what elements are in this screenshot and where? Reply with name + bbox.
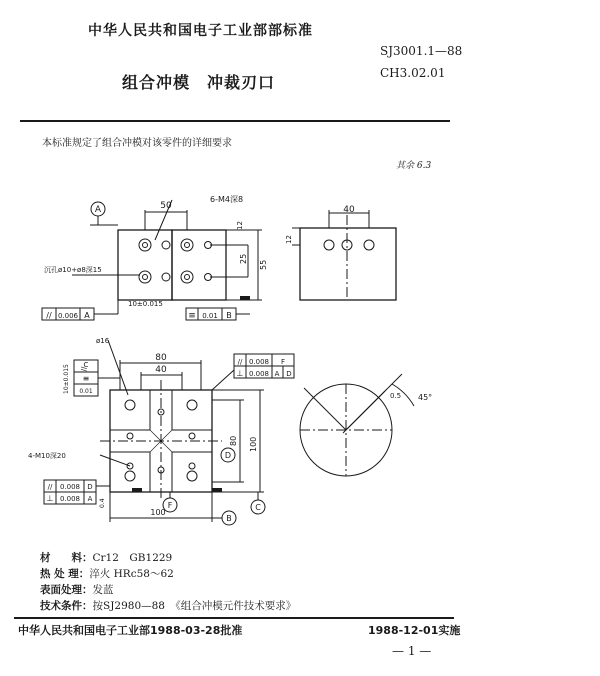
datum-c-label: C xyxy=(255,503,261,512)
plan-dim-100v: 100 xyxy=(249,436,258,452)
ra-04: 0.4 xyxy=(99,498,106,508)
fcf1-perp-ref-a: A xyxy=(274,370,280,378)
approval-text: 中华人民共和国电子工业部1988-03-28批准 xyxy=(18,624,243,637)
fcf1-par-symbol: // xyxy=(237,358,243,366)
plan-dim-100h: 100 xyxy=(150,508,166,517)
spec-value: Cr12 GB1229 xyxy=(92,552,173,564)
side-dim-12: 12 xyxy=(285,235,293,244)
spec-value: 发蓝 xyxy=(92,584,114,596)
symmetry-symbol: ≡ xyxy=(188,311,196,321)
hole xyxy=(125,400,135,410)
dim-12: 12 xyxy=(236,221,244,230)
detail-angle: 45° xyxy=(418,393,433,402)
standard-number: SJ3001.1—88 xyxy=(380,44,463,58)
datum-d-label: D xyxy=(224,451,232,460)
parallel-datum: A xyxy=(84,311,90,320)
plan-tol-10: 10±0.015 xyxy=(63,364,70,394)
spec-technical-conditions xyxy=(40,598,296,613)
detail-view xyxy=(300,374,414,476)
symmetry-datum: B xyxy=(226,311,232,320)
dim-55: 55 xyxy=(259,259,268,270)
fcf2-perp-ref: A xyxy=(87,495,93,503)
side-dim-40: 40 xyxy=(343,205,355,215)
hole xyxy=(181,239,193,251)
plan-dim-40: 40 xyxy=(155,365,167,375)
datum-b-label: B xyxy=(226,514,232,523)
side-block xyxy=(300,228,396,300)
footer-rule xyxy=(14,617,454,619)
hole xyxy=(185,275,190,280)
hole xyxy=(189,433,195,439)
block-right xyxy=(172,230,226,300)
page-number: — 1 — xyxy=(392,644,432,658)
fcf3-ref-c: C xyxy=(83,361,89,369)
hole xyxy=(143,275,148,280)
counterbore-note: 沉孔ø10+ø8深15 xyxy=(44,266,102,274)
hole xyxy=(162,241,170,249)
spec-value: 按SJ2980—88 《组合冲模元件技术要求》 xyxy=(92,600,297,612)
fcf2-par-symbol: // xyxy=(47,483,53,491)
roughness-note: 其余 6.3 xyxy=(396,161,432,171)
parallel-tolerance: 0.006 xyxy=(57,312,79,320)
spec-key: 材 料： xyxy=(40,552,93,564)
block-left xyxy=(118,230,172,300)
fcf2-perp-symbol: ⊥ xyxy=(46,494,54,503)
spec-material xyxy=(40,550,172,565)
hole xyxy=(139,271,151,283)
fcf1-perp-symbol: ⊥ xyxy=(236,369,244,378)
side-view xyxy=(292,210,396,300)
hole xyxy=(125,471,135,481)
datum-a-label: A xyxy=(94,205,102,215)
hole xyxy=(187,471,197,481)
hole xyxy=(324,240,334,250)
fcf3-symm-symbol: ≡ xyxy=(82,374,90,383)
hole xyxy=(185,243,190,248)
hole xyxy=(181,271,193,283)
hole xyxy=(189,463,195,469)
spec-heat-treatment xyxy=(40,566,174,581)
intro-text: 本标准规定了组合冲模对该零件的详细要求 xyxy=(42,138,232,149)
spec-key: 技术条件： xyxy=(40,600,93,612)
dim-50: 50 xyxy=(160,201,172,211)
d16-note: ø16 xyxy=(96,337,110,345)
issuing-organization: 中华人民共和国电子工业部部标准 xyxy=(88,23,313,39)
datum-f-label: F xyxy=(167,501,173,510)
symmetry-tolerance: 0.01 xyxy=(202,312,218,320)
hole xyxy=(139,239,151,251)
fcf1-par-val: 0.008 xyxy=(248,358,270,366)
classification-code: CH3.02.01 xyxy=(380,66,446,80)
fcf1-perp-val: 0.008 xyxy=(248,370,270,378)
fcf2-par-val: 0.008 xyxy=(59,483,81,491)
plan-dim-80v: 80 xyxy=(229,435,238,446)
parallel-symbol: // xyxy=(46,311,52,320)
plan-dim-80: 80 xyxy=(155,353,167,363)
tolerance-10: 10±0.015 xyxy=(128,300,163,308)
fcf3-par-symbol: // xyxy=(80,366,88,372)
fcf2-par-ref: D xyxy=(87,483,93,491)
fcf2-perp-val: 0.008 xyxy=(59,495,81,503)
fcf3-symm-val: 0.01 xyxy=(79,388,93,395)
hole xyxy=(187,400,197,410)
holes-note: 6-M4深8 xyxy=(210,195,244,204)
spec-surface-treatment xyxy=(40,582,114,597)
hole xyxy=(143,243,148,248)
m4-note: 4-M10深20 xyxy=(28,452,66,460)
hole xyxy=(162,273,170,281)
hole xyxy=(127,433,133,439)
fcf1-par-ref: F xyxy=(280,358,286,366)
document-title: 组合冲模 冲裁刃口 xyxy=(122,73,276,92)
spec-key: 热 处 理： xyxy=(40,568,90,580)
hole xyxy=(364,240,374,250)
effective-date: 1988-12-01实施 xyxy=(368,624,461,637)
dim-25: 25 xyxy=(239,253,248,264)
detail-r05: 0.5 xyxy=(390,392,402,400)
spec-key: 表面处理： xyxy=(40,584,93,596)
fcf1-perp-ref-d: D xyxy=(286,370,292,378)
spec-value: 淬火 HRc58～62 xyxy=(89,568,174,580)
